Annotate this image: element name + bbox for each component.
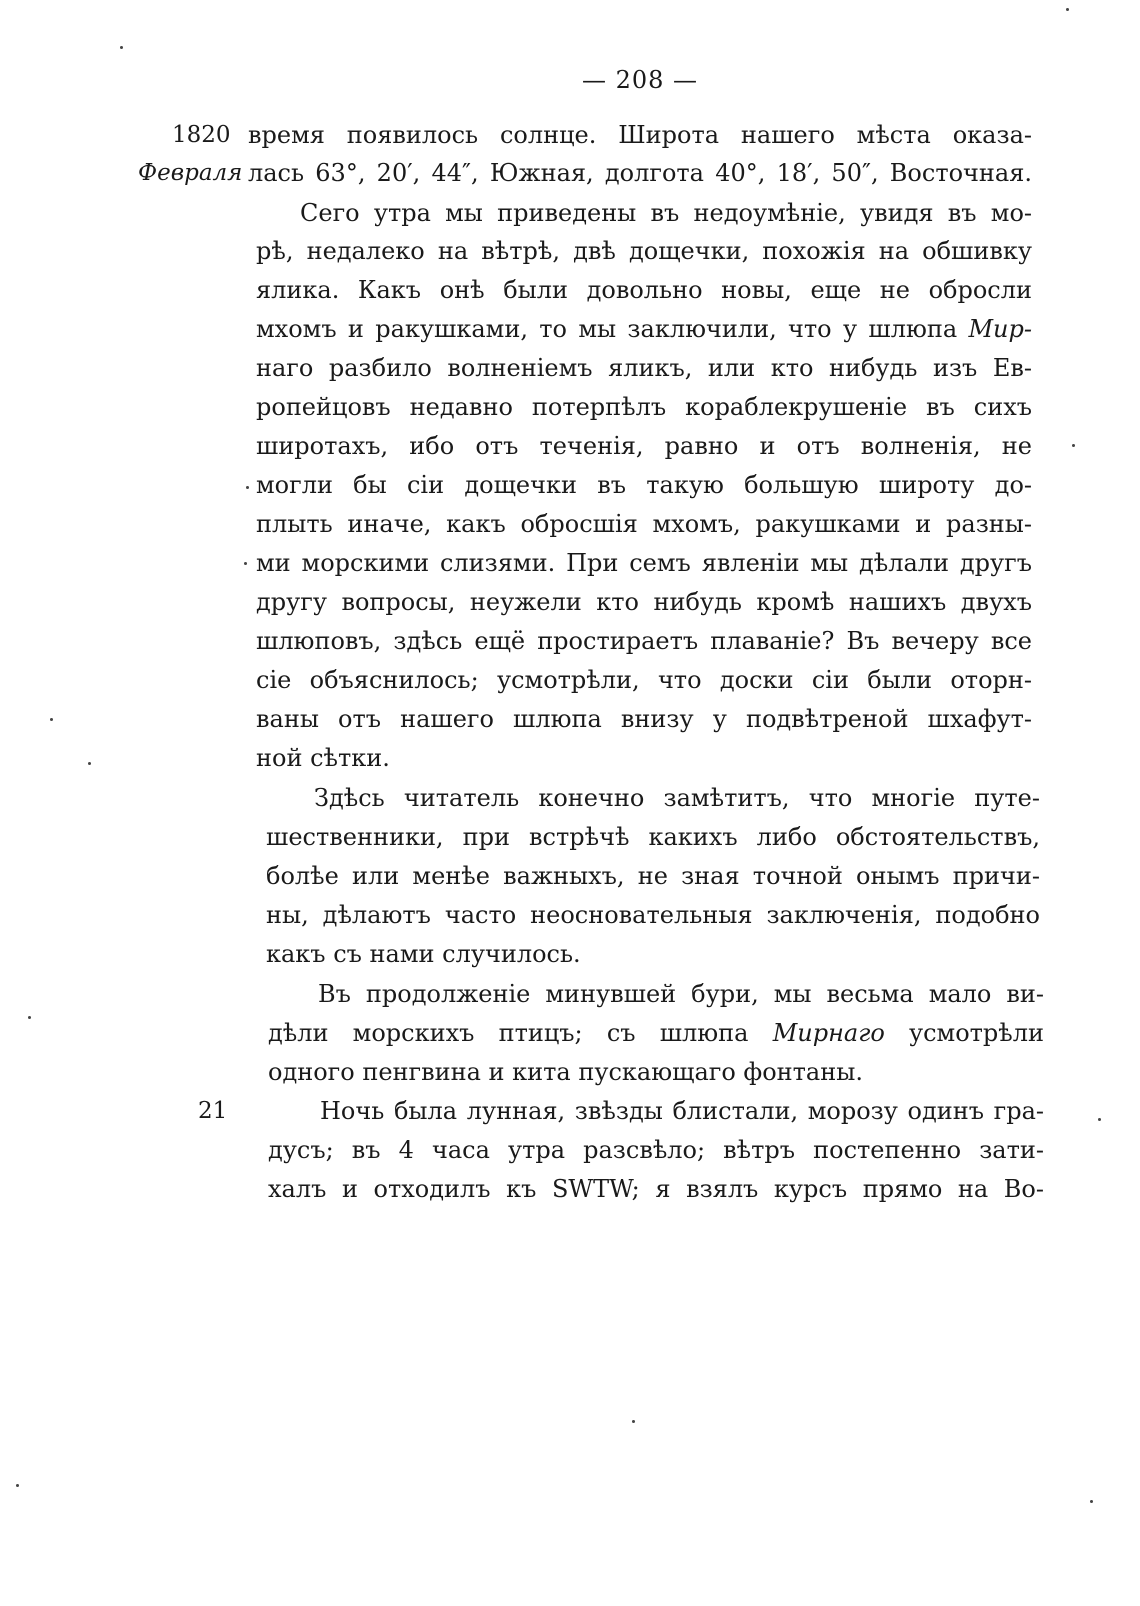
ship-name-mirnago-b: Мирнаго [772, 1019, 885, 1047]
text-line-9: широтахъ, ибо отъ теченія, равно и отъ волненія, не [256, 432, 1032, 460]
scan-speck [1090, 1500, 1093, 1503]
text-line-23: Въ продолженіе минувшей бури, мы весьма мало ви- [318, 980, 1044, 1008]
text-line-4: рѣ, недалеко на вѣтрѣ, двѣ дощечки, похожія на обшивку [256, 237, 1032, 265]
margin-month: Февраля [138, 160, 243, 186]
text-line-26: Ночь была лунная, звѣзды блистали, морозу одинъ гра- [320, 1097, 1044, 1125]
text-line-6 [256, 310, 1032, 348]
scan-speck [88, 762, 91, 765]
margin-year: 1820 [172, 122, 231, 148]
text-line-14: шлюповъ, здѣсь ещё простираетъ плаваніе? Въ вечеру все [256, 627, 1032, 655]
scan-speck [120, 46, 123, 49]
scan-speck [16, 1484, 19, 1487]
scan-speck [1066, 8, 1069, 11]
text-line-25: одного пенгвина и кита пускающаго фонтаны. [268, 1058, 863, 1086]
scan-speck [1072, 444, 1075, 447]
text-line-24-a: дѣли морскихъ птицъ; съ шлюпа [268, 1019, 773, 1047]
text-line-24-b: усмотрѣли [884, 1019, 1045, 1047]
text-line-21: ны, дѣлаютъ часто неосновательныя заключенія, подобно [266, 901, 1040, 929]
text-line-1: время появилось солнце. Широта нашего мѣста оказа- [248, 121, 1032, 149]
page-number: — 208 — [581, 66, 699, 94]
text-line-16: ваны отъ нашего шлюпа внизу у подвѣтреной шхафут- [256, 705, 1032, 733]
scan-speck [1098, 1118, 1101, 1121]
text-line-28: халъ и отходилъ къ SWTW; я взялъ курсъ прямо на Во- [268, 1175, 1044, 1203]
text-line-15: сіе объяснилось; усмотрѣли, что доски сіи были оторн- [256, 666, 1032, 694]
text-line-18: Здѣсь читатель конечно замѣтитъ, что многіе путе- [314, 784, 1040, 812]
text-line-12: ми морскими слизями. При семъ явленіи мы дѣлали другъ [256, 549, 1032, 577]
text-line-5: ялика. Какъ онѣ были довольно новы, еще не обросли [256, 276, 1032, 304]
scan-speck [246, 486, 249, 489]
scan-speck [632, 1420, 635, 1423]
text-line-27: дусъ; въ 4 часа утра разсвѣло; вѣтръ постепенно зати- [268, 1136, 1044, 1164]
text-line-24 [268, 1014, 1044, 1052]
text-line-19: шественники, при встрѣчѣ какихъ либо обстоятельствъ, [266, 823, 1040, 851]
text-line-20: болѣе или менѣе важныхъ, не зная точной онымъ причи- [266, 862, 1040, 890]
scan-speck [28, 1016, 31, 1019]
text-line-22: какъ съ нами случилось. [266, 940, 581, 968]
text-line-17: ной сѣтки. [256, 744, 390, 772]
ship-name-mirnago-a: Мир- [968, 315, 1032, 343]
text-line-11: плыть иначе, какъ обросшія мхомъ, ракушками и разны- [256, 510, 1032, 538]
text-line-3: Сего утра мы приведены въ недоумѣніе, увидя въ мо- [300, 199, 1032, 227]
scan-speck [244, 562, 247, 565]
text-line-6-main: мхомъ и ракушками, то мы заключили, что у шлюпа [256, 315, 969, 343]
text-line-8: ропейцовъ недавно потерпѣлъ кораблекрушеніе въ сихъ [256, 393, 1032, 421]
scan-speck [50, 718, 53, 721]
margin-day: 21 [198, 1098, 228, 1124]
text-line-13: другу вопросы, неужели кто нибудь кромѣ нашихъ двухъ [256, 588, 1032, 616]
text-line-2: лась 63°, 20′, 44″, Южная, долгота 40°, 18′, 50″, Восточная. [248, 159, 1032, 187]
text-line-7: наго разбило волненіемъ яликъ, или кто нибудь изъ Ев- [256, 354, 1032, 382]
text-line-10: могли бы сіи дощечки въ такую большую широту до- [256, 471, 1032, 499]
